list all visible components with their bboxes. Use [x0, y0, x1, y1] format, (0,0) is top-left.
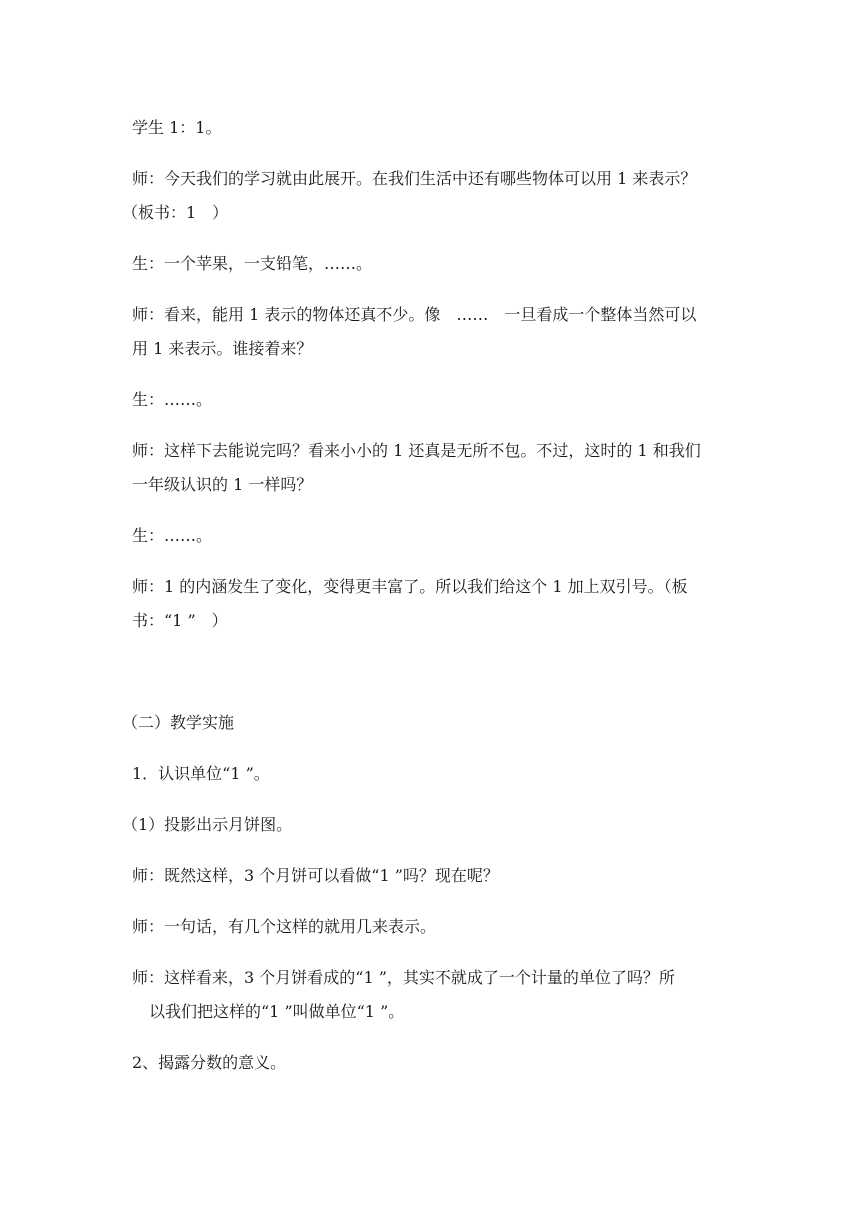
text-line: 生：一个苹果，一支铅笔，……。 [132, 254, 373, 273]
text-line: （板书：1 ） [122, 203, 229, 222]
text-line: 师：今天我们的学习就由此展开。在我们生活中还有哪些物体可以用 1 来表示？ [132, 169, 697, 188]
text-line: 以我们把这样的“1 ”叫做单位“1 ”。 [149, 1002, 405, 1021]
text-line: 1．认识单位“1 ”。 [132, 764, 270, 783]
text-line: 师：1 的内涵发生了变化，变得更丰富了。所以我们给这个 1 加上双引号。（板 [132, 577, 688, 596]
text-line: 学生 1：1。 [132, 118, 222, 137]
text-line: 师：既然这样，3 个月饼可以看做“1 ”吗？现在呢？ [132, 866, 499, 885]
text-line: 师：看来，能用 1 表示的物体还真不少。像 …… 一旦看成一个整体当然可以 [132, 305, 697, 324]
section-heading: （二）教学实施 [122, 713, 235, 732]
text-line: 师：这样下去能说完吗？看来小小的 1 还真是无所不包。不过，这时的 1 和我们 [132, 441, 701, 460]
text-line: 书：“1 ” ） [132, 611, 228, 630]
text-line: （1）投影出示月饼图。 [122, 815, 293, 834]
text-line: 一年级认识的 1 一样吗？ [132, 475, 313, 494]
text-line: 生：……。 [132, 526, 213, 545]
text-line: 师：一句话，有几个这样的就用几来表示。 [132, 917, 437, 936]
text-line: 2、揭露分数的意义。 [132, 1053, 287, 1072]
text-line: 用 1 来表示。谁接着来？ [132, 339, 313, 358]
text-line: 生：……。 [132, 390, 213, 409]
text-line: 师：这样看来，3 个月饼看成的“1 ”，其实不就成了一个计量的单位了吗？所 [132, 968, 675, 987]
